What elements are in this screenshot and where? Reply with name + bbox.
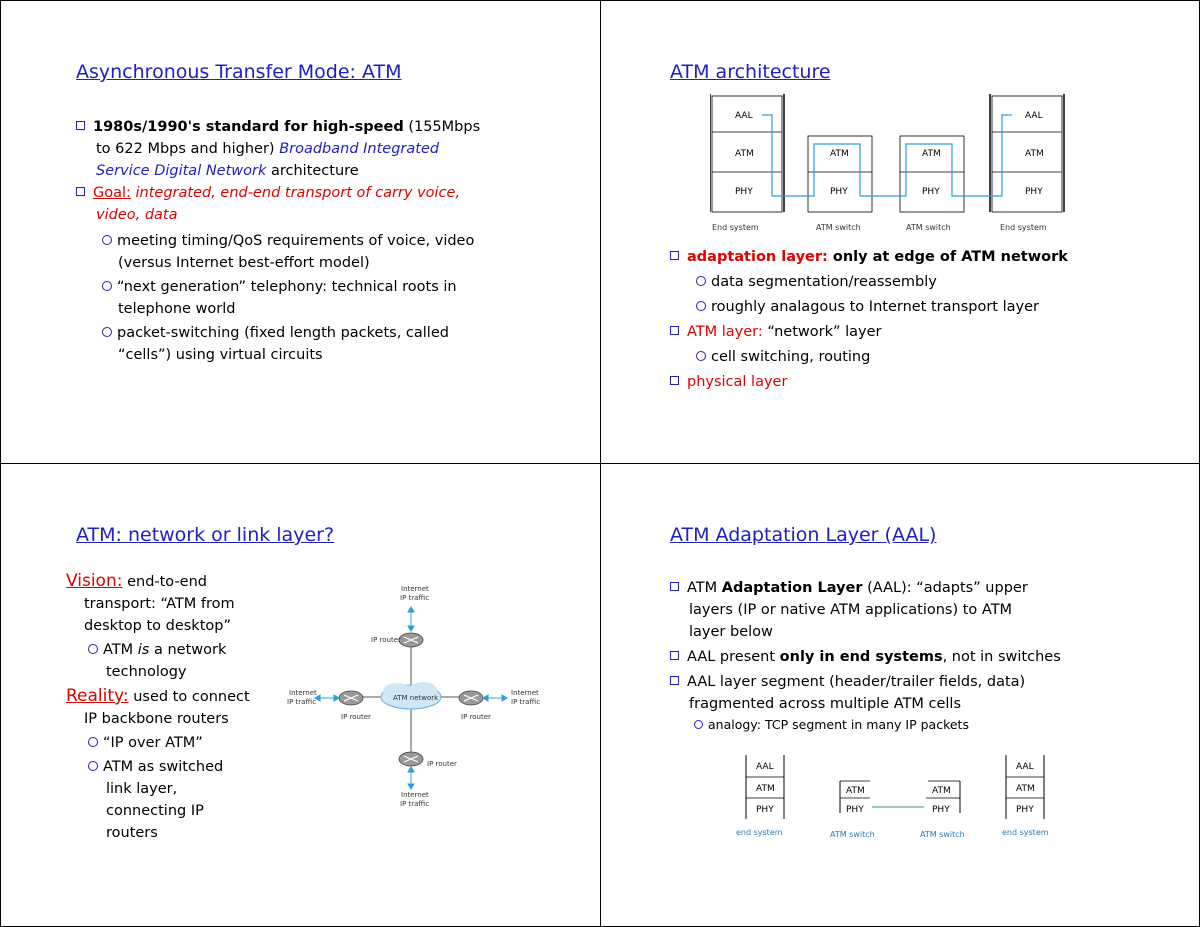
bullet-circle-icon bbox=[696, 351, 706, 361]
bullet-square-icon bbox=[670, 582, 679, 591]
bullet-circle-icon bbox=[696, 301, 706, 311]
slide-4-body: ATM Adaptation Layer (AAL): “adapts” upper layers (IP or native ATM applications) to ATM layer below AAL present only in end systems, not in switches AAL layer segment (header/trailer fields, data) fragmented across multiple ATM cells analogy: TCP segment in many IP packets bbox=[670, 577, 1190, 735]
bullet-circle-icon bbox=[102, 327, 112, 337]
svg-text:PHY: PHY bbox=[1016, 805, 1034, 815]
bullet-square-icon bbox=[670, 376, 679, 385]
slide-2-title: ATM architecture bbox=[670, 61, 831, 83]
svg-text:IP traffic: IP traffic bbox=[400, 594, 430, 602]
svg-text:IP traffic: IP traffic bbox=[511, 698, 541, 706]
phy-label: PHY bbox=[735, 187, 753, 197]
ip-over-atm-diagram bbox=[285, 581, 550, 811]
svg-text:ATM: ATM bbox=[932, 786, 951, 796]
svg-text:IP router: IP router bbox=[341, 713, 371, 721]
atm-network-cloud bbox=[381, 682, 441, 709]
svg-text:IP traffic: IP traffic bbox=[400, 800, 430, 808]
bullet-circle-icon bbox=[102, 235, 112, 245]
svg-text:Internet: Internet bbox=[511, 689, 539, 697]
svg-text:IP traffic: IP traffic bbox=[287, 698, 317, 706]
phy-label: PHY bbox=[830, 187, 848, 197]
router-icon bbox=[399, 752, 457, 768]
aal-end-system-left bbox=[746, 755, 784, 819]
slide-2-body: adaptation layer: only at edge of ATM network data segmentation/reassembly roughly analagous to Internet transport layer ATM layer: “network” layer cell switching, routing physical layer bbox=[670, 246, 1190, 393]
atm-switch-label: ATM switch bbox=[816, 223, 861, 232]
atm-switch-stack-2 bbox=[900, 136, 964, 212]
slide-1-body: 1980s/1990's standard for high-speed (155Mbps to 622 Mbps and higher) Broadband Integrated Service Digital Network architecture Goal: integrated, end-end transport of carry voice, video, data meeting timing/QoS requirements of voice, video (versus Internet best-effort model) “next generation” telephony: technical roots in telephone world packet-switching (fixed length packets, called “cells”) using virtual circuits bbox=[76, 116, 576, 366]
aal-switch-1 bbox=[840, 781, 870, 815]
svg-text:ATM: ATM bbox=[1016, 784, 1035, 794]
bullet-circle-icon bbox=[694, 720, 703, 729]
svg-text:ATM: ATM bbox=[756, 784, 775, 794]
bullet-square-icon bbox=[670, 651, 679, 660]
slide-2 bbox=[600, 0, 1200, 463]
svg-text:end system: end system bbox=[1002, 828, 1049, 837]
slide-4-title: ATM Adaptation Layer (AAL) bbox=[670, 524, 937, 546]
svg-text:PHY: PHY bbox=[932, 805, 950, 815]
slide-3-title: ATM: network or link layer? bbox=[76, 524, 335, 546]
svg-text:IP router: IP router bbox=[427, 760, 457, 768]
bullet-square-icon bbox=[670, 676, 679, 685]
aal-label: AAL bbox=[1025, 111, 1043, 121]
aal-switch-2 bbox=[926, 781, 960, 815]
svg-text:ATM network: ATM network bbox=[393, 694, 439, 702]
end-system-stack-right bbox=[990, 94, 1064, 212]
slide-3-body: Vision: end-to-end transport: “ATM from desktop to desktop” ATM is a network technology Reality: used to connect IP backbone routers “IP over ATM” ATM as switched link layer, connecting IP routers bbox=[66, 571, 250, 841]
svg-text:IP router: IP router bbox=[371, 636, 401, 644]
data-path-line bbox=[762, 115, 1012, 196]
slide-1-title: Asynchronous Transfer Mode: ATM bbox=[76, 61, 402, 83]
aal-end-system-right bbox=[1006, 755, 1044, 819]
bullet-square-icon bbox=[76, 187, 85, 196]
aal-diagram bbox=[736, 751, 1066, 841]
atm-switch-label: ATM switch bbox=[906, 223, 951, 232]
svg-text:Internet: Internet bbox=[289, 689, 317, 697]
aal-label: AAL bbox=[735, 111, 753, 121]
slide-4 bbox=[600, 463, 1200, 926]
bullet-circle-icon bbox=[88, 737, 98, 747]
bullet-square-icon bbox=[670, 251, 679, 260]
atm-label: ATM bbox=[735, 149, 754, 159]
router-icon bbox=[371, 633, 423, 647]
end-system-stack-left bbox=[710, 94, 784, 212]
bullet-square-icon bbox=[76, 121, 85, 130]
svg-text:ATM switch: ATM switch bbox=[920, 830, 965, 839]
atm-label: ATM bbox=[922, 149, 941, 159]
end-system-label: End system bbox=[712, 223, 759, 232]
slide-1 bbox=[0, 0, 600, 463]
svg-text:Internet: Internet bbox=[401, 585, 429, 593]
svg-text:end system: end system bbox=[736, 828, 783, 837]
svg-text:IP router: IP router bbox=[461, 713, 491, 721]
bullet-square-icon bbox=[670, 326, 679, 335]
phy-label: PHY bbox=[1025, 187, 1043, 197]
svg-text:AAL: AAL bbox=[756, 762, 774, 772]
bullet-circle-icon bbox=[102, 281, 112, 291]
atm-label: ATM bbox=[830, 149, 849, 159]
slide-3 bbox=[0, 463, 600, 926]
bullet-circle-icon bbox=[696, 276, 706, 286]
svg-text:Internet: Internet bbox=[401, 791, 429, 799]
atm-architecture-diagram bbox=[710, 92, 1070, 234]
svg-text:PHY: PHY bbox=[846, 805, 864, 815]
bullet-circle-icon bbox=[88, 644, 98, 654]
atm-label: ATM bbox=[1025, 149, 1044, 159]
end-system-label: End system bbox=[1000, 223, 1047, 232]
atm-switch-stack-1 bbox=[808, 136, 872, 212]
svg-text:ATM: ATM bbox=[846, 786, 865, 796]
phy-label: PHY bbox=[922, 187, 940, 197]
svg-text:ATM switch: ATM switch bbox=[830, 830, 875, 839]
router-icon bbox=[339, 691, 371, 721]
svg-text:AAL: AAL bbox=[1016, 762, 1034, 772]
bullet-circle-icon bbox=[88, 761, 98, 771]
svg-text:PHY: PHY bbox=[756, 805, 774, 815]
